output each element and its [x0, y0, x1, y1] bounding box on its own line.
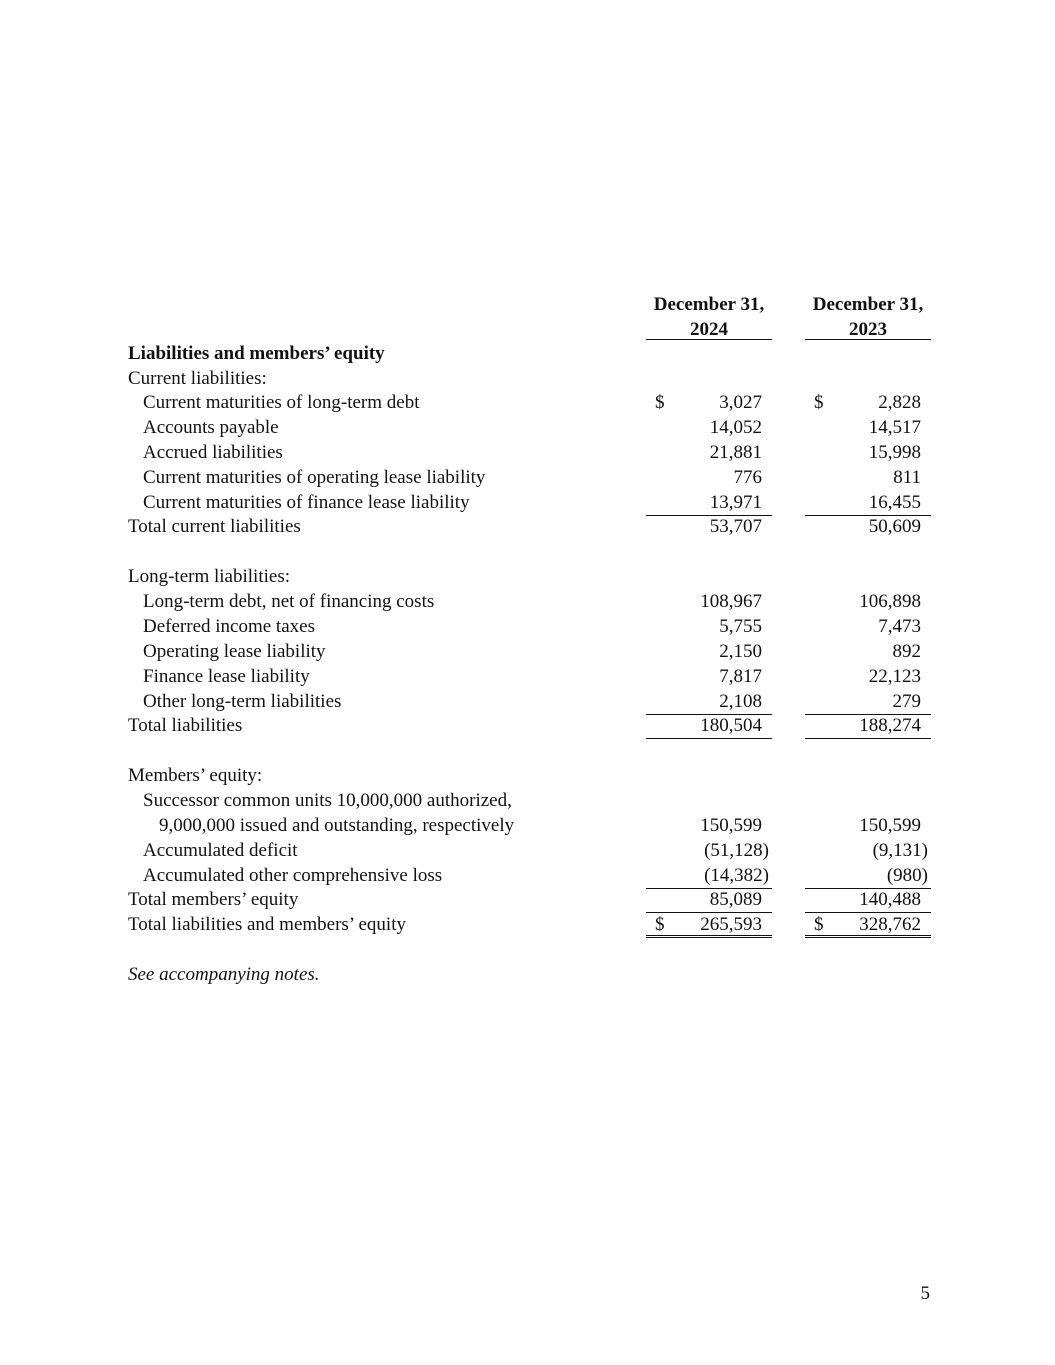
row-label: Total current liabilities: [128, 516, 301, 537]
value-2023: 15,998: [868, 442, 921, 463]
value-2023-cell: [805, 887, 931, 913]
value-2024-cell: [646, 664, 772, 689]
column-header-2023-line1: December 31,: [812, 294, 924, 315]
value-2023-cell: [805, 490, 931, 516]
value-2023-cell: [805, 689, 931, 715]
table-row: [0, 813, 1055, 838]
row-label: Total liabilities and members’ equity: [128, 914, 406, 935]
row-label: Accrued liabilities: [143, 442, 283, 463]
value-2023: 279: [892, 691, 921, 712]
long-term-liabilities-header: Long-term liabilities:: [128, 566, 290, 587]
row-label: Current maturities of finance lease liability: [143, 492, 470, 513]
row-label: Total members’ equity: [128, 889, 299, 910]
currency-symbol: $: [655, 914, 665, 935]
value-2024: 2,108: [719, 691, 762, 712]
column-header-2024-line1: December 31,: [653, 294, 765, 315]
row-label: Operating lease liability: [143, 641, 326, 662]
row-label: Finance lease liability: [143, 666, 310, 687]
value-2024: 53,707: [709, 516, 762, 537]
row-label: Current maturities of operating lease liability: [143, 467, 486, 488]
value-2024: 13,971: [709, 492, 762, 513]
row-label: 9,000,000 issued and outstanding, respectively: [159, 815, 515, 836]
row-label: Accumulated deficit: [143, 840, 298, 861]
value-2023: 892: [892, 641, 921, 662]
value-2023: 328,762: [859, 914, 921, 935]
value-2024: 108,967: [700, 591, 762, 612]
value-2023-cell: [805, 639, 931, 664]
value-2023-cell: [805, 713, 931, 739]
value-2023-cell: [805, 390, 931, 415]
value-2024-cell: [646, 639, 772, 664]
currency-symbol: $: [814, 914, 824, 935]
value-2024-cell: [646, 912, 772, 938]
members-equity-header-row: [0, 763, 1055, 788]
value-2023: 188,274: [859, 715, 921, 736]
value-2023-cell: [805, 912, 931, 938]
long-term-liabilities-header-row: [0, 564, 1055, 589]
value-2024: 150,599: [700, 815, 762, 836]
total-row: [0, 514, 1055, 539]
value-2023: 14,517: [868, 417, 921, 438]
grand-total-row: [0, 912, 1055, 937]
column-header-2024-line2: 2024: [690, 319, 728, 340]
value-2024: 85,089: [709, 889, 762, 910]
table-row: [0, 639, 1055, 664]
total-row: [0, 887, 1055, 912]
column-header-2024: [646, 292, 772, 342]
value-2023: 811: [893, 467, 921, 488]
table-row: [0, 614, 1055, 639]
table-row: [0, 415, 1055, 440]
row-label: Total liabilities: [128, 715, 243, 736]
value-2023-cell: [805, 514, 931, 539]
value-2023: 7,473: [878, 616, 921, 637]
page-number: 5: [920, 1283, 930, 1304]
column-header-2024-rule: [646, 339, 772, 340]
section-title-row: [0, 341, 1055, 366]
value-2024-cell: [646, 589, 772, 614]
row-label: Successor common units 10,000,000 authorized,: [143, 790, 512, 811]
value-2024: 265,593: [700, 914, 762, 935]
value-2023: (980): [886, 865, 928, 886]
column-header-2023-line2: 2023: [849, 319, 887, 340]
value-2023-cell: [805, 838, 931, 863]
table-row: [0, 490, 1055, 515]
row-label: Other long-term liabilities: [143, 691, 342, 712]
value-2024-cell: [646, 490, 772, 516]
table-row: [0, 589, 1055, 614]
value-2024-cell: [646, 887, 772, 913]
row-label: Current maturities of long-term debt: [143, 392, 420, 413]
value-2024: (51,128): [704, 840, 769, 861]
row-label: Accumulated other comprehensive loss: [143, 865, 443, 886]
table-row: [0, 664, 1055, 689]
value-2023-cell: [805, 415, 931, 440]
value-2024-cell: [646, 514, 772, 539]
value-2023: 140,488: [859, 889, 921, 910]
value-2023-cell: [805, 664, 931, 689]
value-2023-cell: [805, 440, 931, 465]
value-2023-cell: [805, 863, 931, 889]
members-equity-header: Members’ equity:: [128, 765, 263, 786]
value-2023-cell: [805, 589, 931, 614]
value-2024: 7,817: [719, 666, 762, 687]
table-row: [0, 390, 1055, 415]
value-2023: 2,828: [878, 392, 921, 413]
value-2023: 150,599: [859, 815, 921, 836]
value-2024-cell: [646, 863, 772, 889]
currency-symbol: $: [814, 392, 824, 413]
table-row: [0, 465, 1055, 490]
value-2023: 16,455: [868, 492, 921, 513]
value-2024: 14,052: [709, 417, 762, 438]
value-2024: 5,755: [719, 616, 762, 637]
value-2024-cell: [646, 689, 772, 715]
table-row: [0, 838, 1055, 863]
current-liabilities-header: Current liabilities:: [128, 368, 267, 389]
column-header-2023-rule: [805, 339, 931, 340]
value-2024-cell: [646, 390, 772, 415]
value-2023: 22,123: [868, 666, 921, 687]
value-2023: 106,898: [859, 591, 921, 612]
value-2024-cell: [646, 838, 772, 863]
value-2024: 21,881: [709, 442, 762, 463]
section-title: Liabilities and members’ equity: [128, 343, 385, 364]
value-2024: 776: [733, 467, 762, 488]
value-2024-cell: [646, 813, 772, 838]
column-header-2023: [805, 292, 931, 342]
footnote-row: [0, 962, 1055, 987]
value-2024: 2,150: [719, 641, 762, 662]
table-row: [0, 788, 1055, 813]
table-row: [0, 689, 1055, 714]
value-2024-cell: [646, 440, 772, 465]
total-row: [0, 713, 1055, 738]
row-label: Long-term debt, net of financing costs: [143, 591, 435, 612]
table-row: [0, 863, 1055, 888]
value-2024-cell: [646, 713, 772, 739]
footnote: See accompanying notes.: [128, 964, 320, 985]
value-2024: (14,382): [704, 865, 769, 886]
value-2024-cell: [646, 415, 772, 440]
row-label: Accounts payable: [143, 417, 279, 438]
value-2024-cell: [646, 614, 772, 639]
value-2023-cell: [805, 813, 931, 838]
value-2023: 50,609: [868, 516, 921, 537]
value-2023-cell: [805, 614, 931, 639]
value-2023: (9,131): [872, 840, 928, 861]
currency-symbol: $: [655, 392, 665, 413]
value-2024-cell: [646, 465, 772, 490]
value-2023-cell: [805, 465, 931, 490]
current-liabilities-header-row: [0, 366, 1055, 391]
row-label: Deferred income taxes: [143, 616, 315, 637]
value-2024: 3,027: [719, 392, 762, 413]
value-2024: 180,504: [700, 715, 762, 736]
table-row: [0, 440, 1055, 465]
